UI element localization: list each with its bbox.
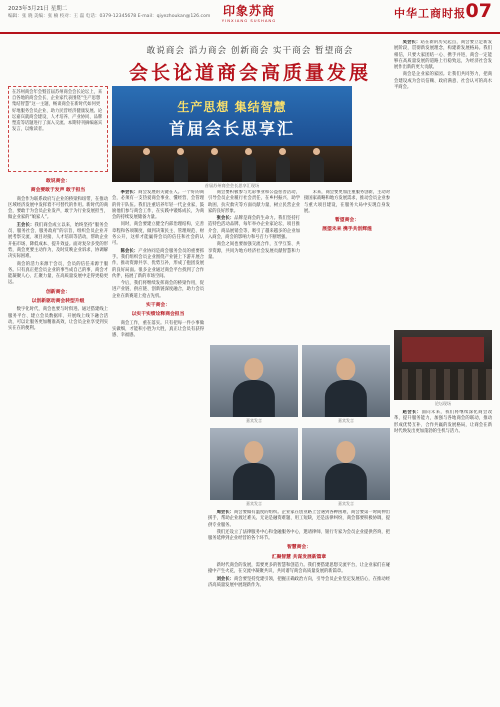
issue-date: 2023年3月21日 星期二 bbox=[8, 6, 68, 12]
photo-caption: 嘉宾发言 bbox=[338, 418, 354, 423]
section-subhead: 以实干实绩诠释商会担当 bbox=[131, 312, 185, 318]
paragraph: 数字化时代，商会也要与时俱进。通过搭建线上服务平台、建立会员数据库、开展线上线下融合活动，可以让服务更加精准高效，让会员企业享受到实实在在的便利。 bbox=[8, 307, 108, 332]
speaker-name: 刘会长： bbox=[216, 576, 234, 582]
article-column-3 bbox=[208, 190, 300, 340]
section-logo-subtitle: YINXIANG SUSHANG bbox=[221, 18, 277, 23]
speaker-photo bbox=[302, 428, 390, 500]
speaker-name: 王会长： bbox=[16, 222, 35, 228]
kicker-line: 敢说商会 滔力商会 创新商会 实干商会 暂望商会 bbox=[146, 46, 354, 56]
speaker-name: 李会长： bbox=[120, 190, 139, 195]
paragraph: 商会的活力来源于会员，会员的信任来源于服务。只有真正把会员企业的事当成自己的事，商会才能凝聚人心、汇聚力量，在高质量发展中走得更稳更远。 bbox=[8, 261, 108, 286]
photo-caption: 嘉宾发言 bbox=[246, 418, 262, 423]
speaker-name: 周会长： bbox=[216, 510, 234, 515]
paragraph: 产业协同是商会服务会员的重要抓手。我们组织会员企业围绕产业链上下游开展合作，推动资源共享、优势互补，形成了抱团发展的良好局面。很多企业通过商会平台找到了合作伙伴，拓展了新的市场空间。 bbox=[112, 248, 204, 279]
paragraph: 商会之间也要加强交流合作，互学互鉴、共享资源，共同为地方经济社会发展贡献智慧和力量。 bbox=[208, 242, 300, 260]
photo-caption: 论坛现场 bbox=[435, 401, 451, 406]
panelist-figure bbox=[310, 156, 324, 182]
panelist-figure bbox=[140, 156, 154, 182]
editor-line: 编辑：张 晓 美编：张 楠 校对：王 磊 电话：0379-12345678 E-mail：qiyezhoukan@126.com bbox=[8, 14, 211, 19]
forum-photo bbox=[394, 330, 492, 400]
panelist-head bbox=[143, 148, 150, 155]
panelist-head bbox=[279, 148, 286, 155]
section-subhead: 创新商会： bbox=[46, 289, 70, 295]
lead-box bbox=[8, 86, 108, 172]
panelist-head bbox=[211, 148, 218, 155]
speaker-name: 赵会长： bbox=[402, 410, 422, 415]
paragraph: 新时代商会的发展，需要更多的智慧和创造力。我们要搭建思想交流平台，让企业家们在碰撞中产生火花，在交流中凝聚共识，共同谱写商会高质量发展的新篇章。 bbox=[208, 563, 390, 575]
panelist-figure bbox=[174, 156, 188, 182]
photo-caption: 嘉宾发言 bbox=[338, 501, 354, 506]
speaker-name: 吴会长： bbox=[402, 40, 421, 45]
speaker-photo bbox=[210, 428, 298, 500]
paragraph: 同时，商会要建立健全内部治理结构，完善章程和各项制度，做到决策民主、管理规范、财务公开，这样才能赢得会员的信任和社会的认可。 bbox=[112, 222, 204, 247]
section-subhead: 商会要敢于发声 敢于担当 bbox=[30, 188, 86, 194]
paragraph: 商会作为联系政府与企业的桥梁和纽带，在推动区域经济发展中发挥着不可替代的作用。新时代的商会，要敢于为会员企业发声，敢于为行业发展担当，做企业家的“娘家人”。 bbox=[8, 196, 108, 221]
hero-banner-line2: 首届会长思享汇 bbox=[168, 119, 295, 138]
panelist-figure bbox=[208, 156, 222, 182]
article-column-5 bbox=[304, 190, 390, 340]
paragraph: 我们还设立了法律服务中心和金融服务中心，邀请律师、银行专家为会员企业提供咨询，把服务延伸到企业经营的各个环节。 bbox=[208, 529, 390, 542]
article-column-4 bbox=[208, 510, 390, 701]
article-column-7 bbox=[394, 410, 492, 701]
paragraph: 站在新的历史起点，商会要立足新发展阶段，贯彻新发展理念，构建新发展格局。我们相信，只要大家团结一心、携手并进，商会一定能够在高质量发展的道路上行稳致远，为经济社会发展作出新的更大贡献。 bbox=[394, 40, 492, 71]
panelist-figure bbox=[276, 156, 290, 182]
paragraph: 我们商会成立以来，始终坚持“服务会员、服务社会、服务政府”的宗旨，组织会员企业开展考察交流、项目对接、人才培训等活动，帮助企业开拓市场、降低成本、提升效益。面对复杂多变的形势，商会更要主动作为，及时反映企业诉求，协调解决实际困难。 bbox=[8, 222, 108, 260]
paragraph: 商会是企业家的家园。让我们共同努力，把商会建设成为会员信赖、政府满意、社会认可的高水平商会。 bbox=[394, 72, 492, 91]
section-subhead: 实干商会： bbox=[146, 303, 170, 309]
panelist-head bbox=[177, 148, 184, 155]
section-subhead: 汇聚智慧 共谋发展新篇章 bbox=[271, 554, 327, 560]
paragraph: 商会要坚持党建引领，把握正确政治方向，引导会员企业坚定发展信心，在推动经济高质量发展中展现新作为。 bbox=[208, 576, 390, 588]
section-subhead: 以创新驱动商会转型升级 bbox=[31, 299, 85, 305]
paragraph: 未来，商会要更加注重服务创新，主动对接国家战略和地方发展需求，推动会员企业参与重大项目建设，在服务大局中实现自身发展。 bbox=[304, 190, 390, 214]
photo-caption: 嘉宾发言 bbox=[246, 501, 262, 506]
panelist-head bbox=[313, 148, 320, 155]
section-subhead: 展望未来 携手共创辉煌 bbox=[322, 227, 372, 233]
article-column-6 bbox=[394, 40, 492, 325]
paragraph: 面向未来，我们将继续深化商会改革，提升服务能力，加强与各地商会的联动，推动形成优势互补、合作共赢的发展格局，让商会在新时代焕发出更加蓬勃的生机与活力。 bbox=[394, 410, 492, 434]
section-subhead: 智慧商会： bbox=[287, 545, 311, 551]
section-subhead: 敢说商会： bbox=[46, 179, 70, 184]
hero-caption: 首届苏州商会会长思享汇现场 bbox=[204, 183, 260, 188]
panelist-figure bbox=[242, 156, 256, 182]
speaker-photo bbox=[302, 345, 390, 417]
newspaper-title: 中华工商时报 bbox=[394, 7, 466, 20]
headline: 会长论道商会高质量发展 bbox=[128, 62, 371, 84]
section-logo: 印象苏商 bbox=[222, 4, 275, 18]
paragraph: 商会要积极参与光彩事业和公益慈善活动，引导会员企业履行社会责任，在乡村振兴、助学助困、抗灾救灾等方面贡献力量，树立民营企业家的良好形象。 bbox=[208, 190, 300, 214]
panelist-head bbox=[245, 148, 252, 155]
section-subhead: 暂望商会： bbox=[335, 218, 359, 224]
lead-text: 在苏州商会年会暨首届苏州商会会长论坛上，来自各地的商会会长、企业家代表围绕“生产思想 集结智慧”这一主题，畅谈商会在新时代如何更好地服务会员企业、助力民营经济健康发展。论坛嘉宾就商会建设、人才培养、产业协同、品牌塑造等话题进行了深入交流。本期特刊摘编嘉宾发言，以飨读者。 bbox=[12, 90, 103, 133]
paragraph: 今后，我们将继续发挥商会的桥梁作用，促进产业链、供应链、创新链深度融合，助力会员企业在新赛道上抢占先机。 bbox=[112, 281, 204, 299]
paragraph: 商会要做有温度的组织。企业家在创业路上会遇到各种困难，商会要第一时间伸出援手，帮助企业渡过难关。无论是融资难题、用工短缺，还是法律纠纷，商会都要积极协调，提供专业服务。 bbox=[208, 510, 390, 528]
paragraph: 品牌是商会的生命力。我们坚持打造特色活动品牌，每年举办企业家论坛、项目推介会、商品展销会等，吸引了越来越多的企业加入商会，商会的影响力和号召力不断增强。 bbox=[208, 216, 300, 241]
article-column-1 bbox=[8, 176, 108, 701]
paragraph: 商会发展的关键在人。一个好的商会，必须有一支热爱商会事业、懂经营、会管理的骨干队伍。我们注重培养年轻一代企业家，鼓励他们参与商会工作，在实践中锻炼成长，为商会的持续发展储备力量。 bbox=[112, 190, 204, 221]
speaker-name: 陈会长： bbox=[120, 248, 139, 254]
page-number: 07 bbox=[465, 0, 492, 22]
speaker-name: 张会长： bbox=[216, 216, 235, 222]
article-column-2 bbox=[112, 190, 204, 701]
paragraph: 商会工作，重在落实。只有把每一件小事做实做细，才能积小胜为大胜，真正让会员有获得感、幸福感。 bbox=[112, 320, 204, 339]
hero-banner-line1: 生产思想 集结智慧 bbox=[177, 100, 287, 114]
speaker-photo bbox=[210, 345, 298, 417]
hero-photo bbox=[112, 86, 352, 182]
masthead bbox=[0, 0, 500, 34]
